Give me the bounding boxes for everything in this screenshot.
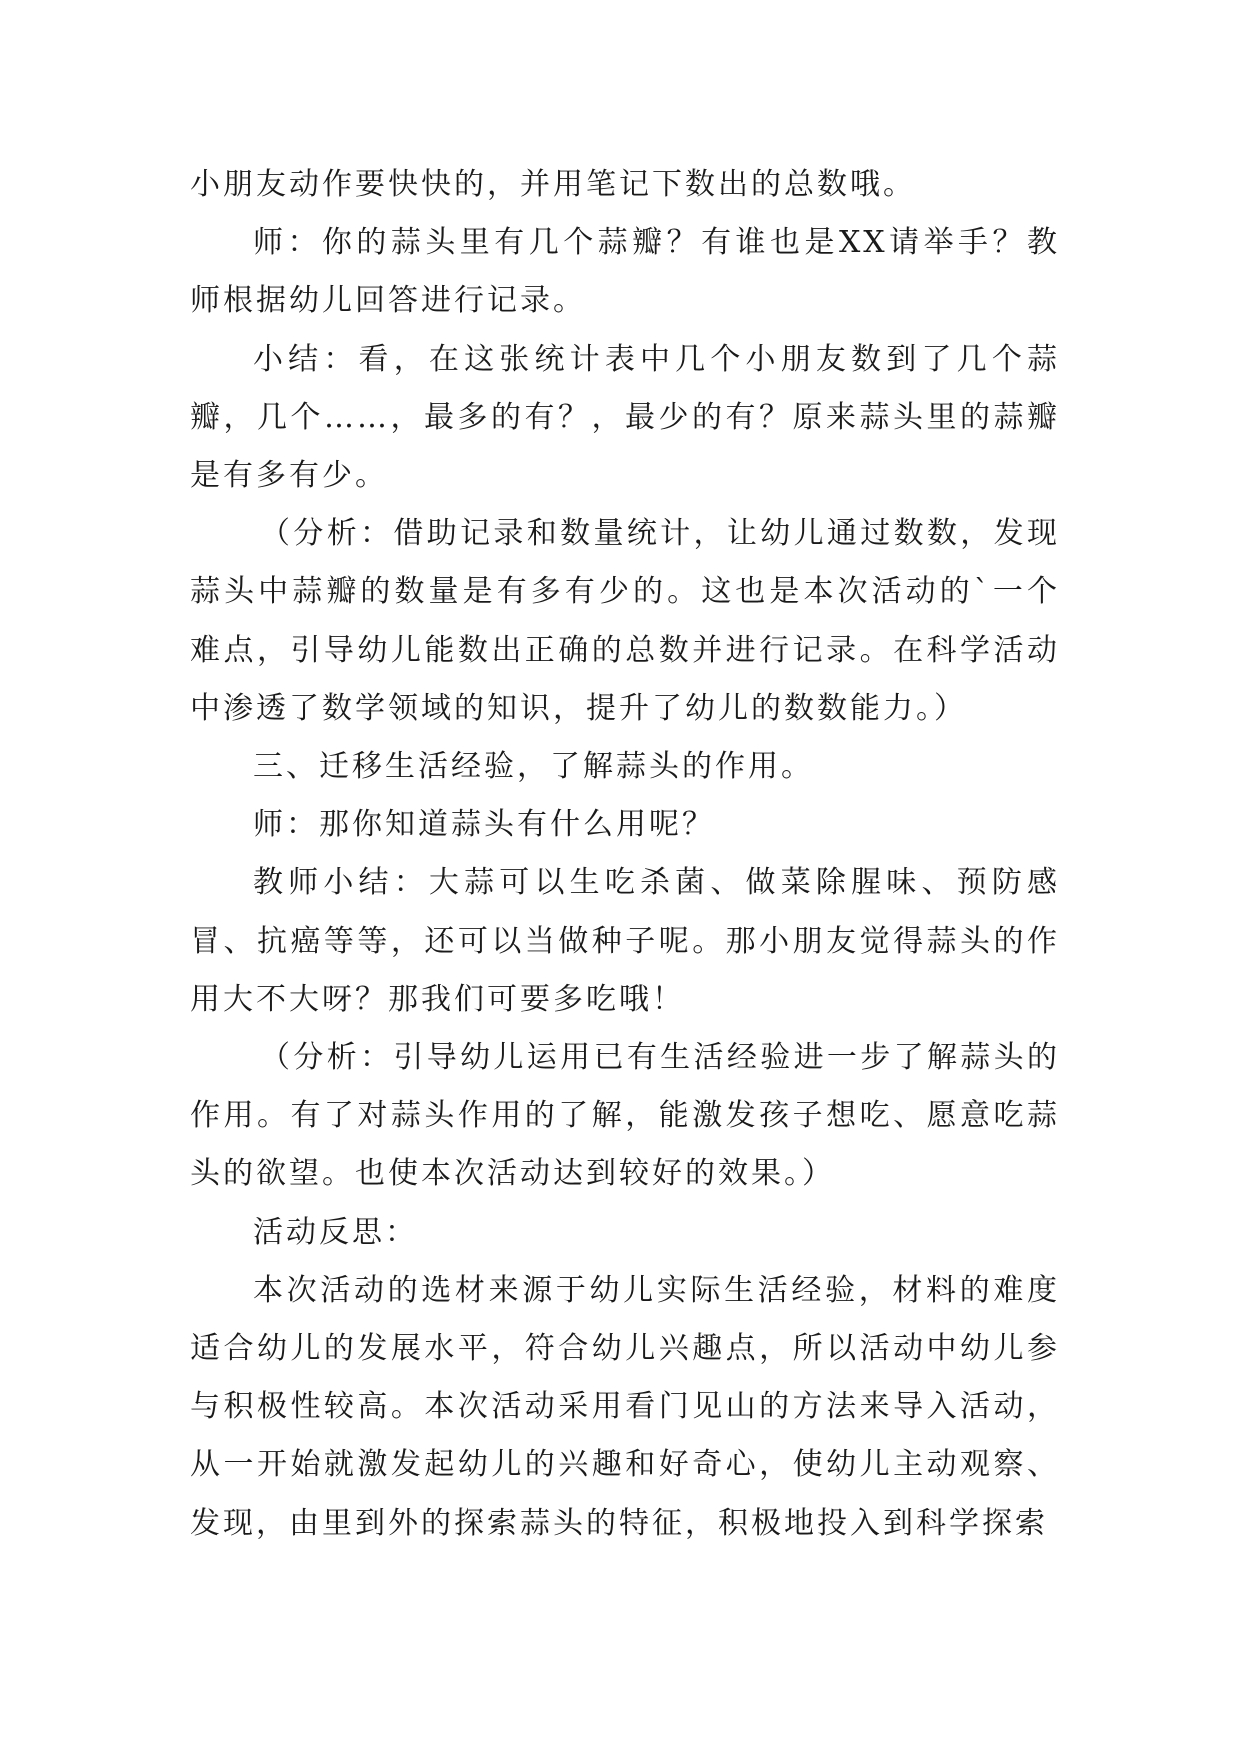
paragraph-7: 教师小结：大蒜可以生吃杀菌、做菜除腥味、预防感冒、抗癌等等，还可以当做种子呢。那小朋友觉得蒜头的作用大不大呀？那我们可要多吃哦！ — [190, 865, 1060, 1017]
document-page — [190, 156, 1060, 1553]
paragraph-3: 小结：看，在这张统计表中几个小朋友数到了几个蒜瓣，几个……，最多的有？，最少的有？原来蒜头里的蒜瓣是有多有少。 — [190, 341, 1060, 494]
paragraph-10: 本次活动的选材来源于幼儿实际生活经验，材料的难度适合幼儿的发展水平，符合幼儿兴趣点，所以活动中幼儿参与积极性较高。本次活动采用看门见山的方法来导入活动，从一开始就激发起幼儿的兴趣和好奇心，使幼儿主动观察、发现，由里到外的探索蒜头的特征，积极地投入到科学探索 — [190, 1272, 1060, 1541]
paragraph-5-heading: 三、迁移生活经验，了解蒜头的作用。 — [253, 749, 814, 785]
paragraph-6: 师：那你知道蒜头有什么用呢？ — [253, 807, 715, 843]
paragraph-1: 小朋友动作要快快的，并用笔记下数出的总数哦。 — [190, 167, 916, 202]
paragraph-8-analysis: （分析：引导幼儿运用已有生活经验进一步了解蒜头的作用。有了对蒜头作用的了解，能激发孩子想吃、愿意吃蒜头的欲望。也使本次活动达到较好的效果。） — [190, 1040, 1060, 1192]
paragraph-9-heading: 活动反思： — [253, 1214, 418, 1250]
paragraph-2: 师：你的蒜头里有几个蒜瓣？有谁也是XX请举手？教师根据幼儿回答进行记录。 — [190, 225, 1060, 319]
paragraph-4-analysis: （分析：借助记录和数量统计，让幼儿通过数数，发现蒜头中蒜瓣的数量是有多有少的。这也是本次活动的`一个难点，引导幼儿能数出正确的总数并进行记录。在科学活动中渗透了数学领域的知识，提升了幼儿的数数能力。） — [190, 516, 1060, 726]
